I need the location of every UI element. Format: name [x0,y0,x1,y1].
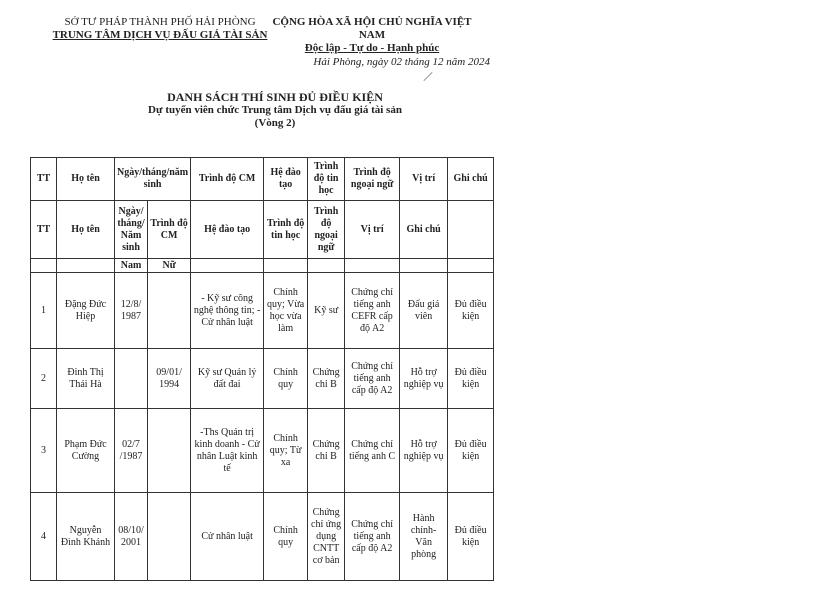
cell-he-dao-tao: Chính quy; Vừa học vừa làm [264,273,308,349]
col-vi-tri-2: Vị trí [345,201,400,259]
cell-nam: 08/10/ 2001 [115,493,148,581]
title-main: DANH SÁCH THÍ SINH ĐỦ ĐIỀU KIỆN [167,90,383,104]
col-ngay-sinh: Ngày/tháng/năm sinh [115,158,191,201]
cell-tt: 2 [31,349,57,409]
col-tt: TT [31,158,57,201]
header-row-1 [31,158,494,201]
cell-nu [148,273,191,349]
empty-cell [264,259,308,273]
cell-he-dao-tao: Chính quy; Từ xa [264,409,308,493]
country-name: CỘNG HÒA XÃ HỘI CHỦ NGHĨA VIỆT NAM [272,16,472,41]
col-he-dao-tao-2: Hệ đào tạo [191,201,264,259]
cell-nu [148,409,191,493]
col-ngoai-ngu-2: Trình độ ngoại ngữ [308,201,345,259]
cell-ho-ten: Đinh Thị Thái Hà [57,349,115,409]
col-vi-tri: Vị trí [400,158,448,201]
cell-vi-tri: Hành chính- Văn phòng [400,493,448,581]
cell-trinh-do-cm: Kỹ sư Quản lý đất đai [191,349,264,409]
cell-tt: 3 [31,409,57,493]
department-name: SỞ TƯ PHÁP THÀNH PHỐ HẢI PHÒNG [64,16,256,28]
cell-ghi-chu: Đủ điều kiện [448,349,494,409]
document-title [100,90,450,130]
col-trinh-do-cm-2: Trình độ CM [148,201,191,259]
cell-tin-hoc: Chứng chỉ ứng dụng CNTT cơ bản [308,493,345,581]
col-trinh-do-cm: Trình độ CM [191,158,264,201]
empty-cell [448,259,494,273]
table-row [31,493,494,581]
cell-tin-hoc: Kỹ sư [308,273,345,349]
col-tin-hoc: Trình độ tin học [308,158,345,201]
table-row [31,349,494,409]
pen-mark [423,72,432,81]
cell-he-dao-tao: Chính quy [264,349,308,409]
header-right [272,16,472,55]
table-row [31,409,494,493]
cell-trinh-do-cm: -Ths Quản trị kinh doanh - Cử nhân Luật kinh tế [191,409,264,493]
header-row-3 [31,259,494,273]
cell-vi-tri: Đấu giá viên [400,273,448,349]
cell-tin-hoc: Chứng chỉ B [308,409,345,493]
table-row [31,273,494,349]
cell-trinh-do-cm: Cử nhân luật [191,493,264,581]
cell-ngoai-ngu: Chứng chỉ tiếng anh C [345,409,400,493]
cell-nam: 02/7 /1987 [115,409,148,493]
cell-nam [115,349,148,409]
cell-tt: 4 [31,493,57,581]
col-ngay-sinh-2: Ngày/ tháng/ Năm sinh [115,201,148,259]
empty-cell [31,259,57,273]
cell-vi-tri: Hỗ trợ nghiệp vụ [400,409,448,493]
cell-ho-ten: Đặng Đức Hiệp [57,273,115,349]
center-name: TRUNG TÂM DỊCH VỤ ĐẤU GIÁ TÀI SẢN [52,29,268,41]
empty-cell [57,259,115,273]
cell-vi-tri: Hỗ trợ nghiệp vụ [400,349,448,409]
motto: Độc lập - Tự do - Hạnh phúc [304,42,440,54]
cell-tin-hoc: Chứng chỉ B [308,349,345,409]
col-nu: Nữ [148,259,191,273]
col-he-dao-tao: Hệ đào tạo [264,158,308,201]
cell-ngoai-ngu: Chứng chỉ tiếng anh CEFR cấp độ A2 [345,273,400,349]
col-tt-2: TT [31,201,57,259]
cell-ngoai-ngu: Chứng chỉ tiếng anh cấp độ A2 [345,493,400,581]
col-ghi-chu-2: Ghi chú [400,201,448,259]
cell-he-dao-tao: Chính quy [264,493,308,581]
cell-trinh-do-cm: - Kỹ sư công nghệ thông tin; - Cử nhân luật [191,273,264,349]
empty-cell [448,201,494,259]
document-date: Hải Phòng, ngày 02 tháng 12 năm 2024 [313,56,490,68]
cell-nam: 12/8/ 1987 [115,273,148,349]
cell-ghi-chu: Đủ điều kiện [448,493,494,581]
empty-cell [400,259,448,273]
title-sub: Dự tuyển viên chức Trung tâm Dịch vụ đấu giá tài sản [148,104,402,116]
cell-nu [148,493,191,581]
col-ngoai-ngu: Trình độ ngoại ngữ [345,158,400,201]
cell-ghi-chu: Đủ điều kiện [448,409,494,493]
cell-nu: 09/01/ 1994 [148,349,191,409]
empty-cell [308,259,345,273]
col-ghi-chu: Ghi chú [448,158,494,201]
empty-cell [191,259,264,273]
title-round: (Vòng 2) [254,117,296,129]
empty-cell [345,259,400,273]
cell-ngoai-ngu: Chứng chỉ tiếng anh cấp độ A2 [345,349,400,409]
col-tin-hoc-2: Trình độ tin học [264,201,308,259]
col-nam: Nam [115,259,148,273]
candidate-table [30,157,494,581]
header-left [40,16,280,42]
cell-ho-ten: Nguyễn Đình Khánh [57,493,115,581]
col-ho-ten: Họ tên [57,158,115,201]
cell-tt: 1 [31,273,57,349]
cell-ho-ten: Phạm Đức Cường [57,409,115,493]
col-ho-ten-2: Họ tên [57,201,115,259]
header-row-2 [31,201,494,259]
cell-ghi-chu: Đủ điều kiện [448,273,494,349]
